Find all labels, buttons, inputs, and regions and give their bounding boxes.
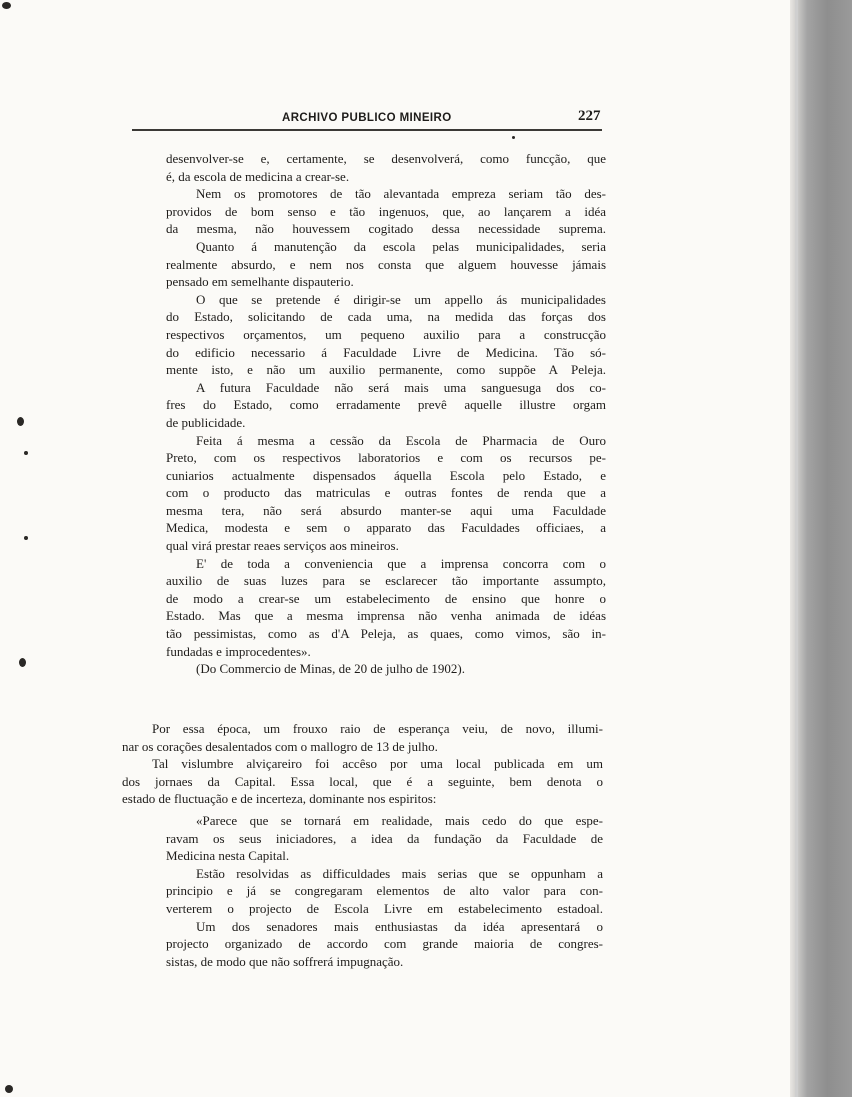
text-line: Preto, com os respectivos laboratorios e com os recursos pe- <box>166 450 606 466</box>
text-line: de modo a crear-se um estabelecimento de ensino que honre o <box>166 590 606 606</box>
text-line: do edificio necessario á Faculdade Livre de Medicina. Tão só- <box>166 344 606 360</box>
text-line: com o producto das matriculas e outras fontes de renda que a <box>166 485 606 501</box>
text-line: nar os corações desalentados com o mallogro de 13 de julho. <box>122 738 438 754</box>
scan-speck <box>17 417 24 426</box>
page-header <box>132 108 602 130</box>
text-line: projecto organizado de accordo com grande maioria de congres- <box>166 936 603 952</box>
running-title: ARCHIVO PUBLICO MINEIRO <box>282 112 452 124</box>
text-line: qual virá prestar reaes serviços aos mineiros. <box>166 538 399 554</box>
quoted-article <box>166 150 606 678</box>
text-line: «Parece que se tornará em realidade, mais cedo do que espe- <box>196 813 603 828</box>
text-line: Quanto á manutenção da escola pelas municipalidades, seria <box>196 238 606 254</box>
text-line: Por essa época, um frouxo raio de esperança veiu, de novo, illumi- <box>152 721 603 736</box>
text-line: E' de toda a conveniencia que a imprensa concorra com o <box>196 555 606 571</box>
text-line: Tal vislumbre alviçareiro foi accêso por uma local publicada em um <box>152 756 603 772</box>
scan-speck <box>24 451 28 455</box>
text-line: cuniarios actualmente dispensados áquella Escola pelo Estado, e <box>166 467 606 483</box>
text-line: tão pessimistas, como as d'A Peleja, as quaes, como vimos, são in- <box>166 626 606 642</box>
text-line: Estado. Mas que a mesma imprensa não venha animada de idéas <box>166 608 606 624</box>
body-paragraphs <box>122 720 603 808</box>
scan-speck <box>24 536 28 540</box>
text-line: da mesma, não houvessem cogitado dessa necessidade suprema. <box>166 221 606 237</box>
text-line: realmente absurdo, e nem nos consta que alguem houvesse jámais <box>166 256 606 272</box>
source-citation: (Do Commercio de Minas, de 20 de julho de 1902). <box>196 661 465 677</box>
scan-speck <box>19 658 26 667</box>
text-line: Um dos senadores mais enthusiastas da idéa apresentará o <box>196 918 603 934</box>
text-line: estado de fluctuação e de incerteza, dominante nos espiritos: <box>122 791 437 807</box>
binding-edge <box>795 0 798 1097</box>
scan-speck <box>2 2 11 9</box>
text-line: O que se pretende é dirigir-se um appello ás municipalidades <box>196 291 606 307</box>
quoted-local-note <box>166 812 603 970</box>
page-number: 227 <box>578 108 601 124</box>
text-line: de publicidade. <box>166 414 246 430</box>
text-line: Medicina nesta Capital. <box>166 848 290 864</box>
text-line: mente isto, e não um auxilio permanente, como suppõe A Peleja. <box>166 362 606 378</box>
text-line: providos de bom senso e tão ingenuos, que, ao lançarem a idéa <box>166 203 606 219</box>
text-line: fundadas e improcedentes». <box>166 643 311 659</box>
text-line: é, da escola de medicina a crear-se. <box>166 168 350 184</box>
text-line: fres do Estado, como erradamente prevê aquelle illustre orgam <box>166 397 606 413</box>
text-line: Medica, modesta e sem o apparato das Faculdades officiaes, a <box>166 520 606 536</box>
text-line: Nem os promotores de tão alevantada empreza seriam tão des- <box>196 186 606 202</box>
text-line: Feita á mesma a cessão da Escola de Pharmacia de Ouro <box>196 432 606 448</box>
text-line: do Estado, solicitando de cada uma, na medida das forças dos <box>166 309 606 325</box>
text-line: A futura Faculdade não será mais uma sanguesuga dos co- <box>196 379 606 395</box>
text-line: desenvolver-se e, certamente, se desenvolverá, como funcção, que <box>166 151 606 166</box>
scan-speck <box>512 136 515 139</box>
text-line: ravam os seus iniciadores, a idea da fundação da Faculdade de <box>166 830 603 846</box>
text-line: dos jornaes da Capital. Essa local, que é a seguinte, bem denota o <box>122 773 603 789</box>
text-line: auxilio de suas luzes para se esclarecer tão importante assumpto, <box>166 573 606 589</box>
text-line: sistas, de modo que não soffrerá impugnação. <box>166 953 404 969</box>
text-line: principio e já se congregaram elementos de alto valor para con- <box>166 883 603 899</box>
scan-speck <box>5 1085 13 1093</box>
text-line: mesma tera, não será absurdo manter-se aqui uma Faculdade <box>166 502 606 518</box>
text-line: verterem o projecto de Escola Livre em estabelecimento estadoal. <box>166 900 603 916</box>
text-line: pensado em semelhante dispauterio. <box>166 274 354 290</box>
text-line: Estão resolvidas as difficuldades mais serias que se oppunham a <box>196 865 603 881</box>
header-rule <box>132 129 602 131</box>
text-line: respectivos orçamentos, um pequeno auxilio para a construcção <box>166 326 606 342</box>
page-spine-shadow <box>790 0 852 1097</box>
